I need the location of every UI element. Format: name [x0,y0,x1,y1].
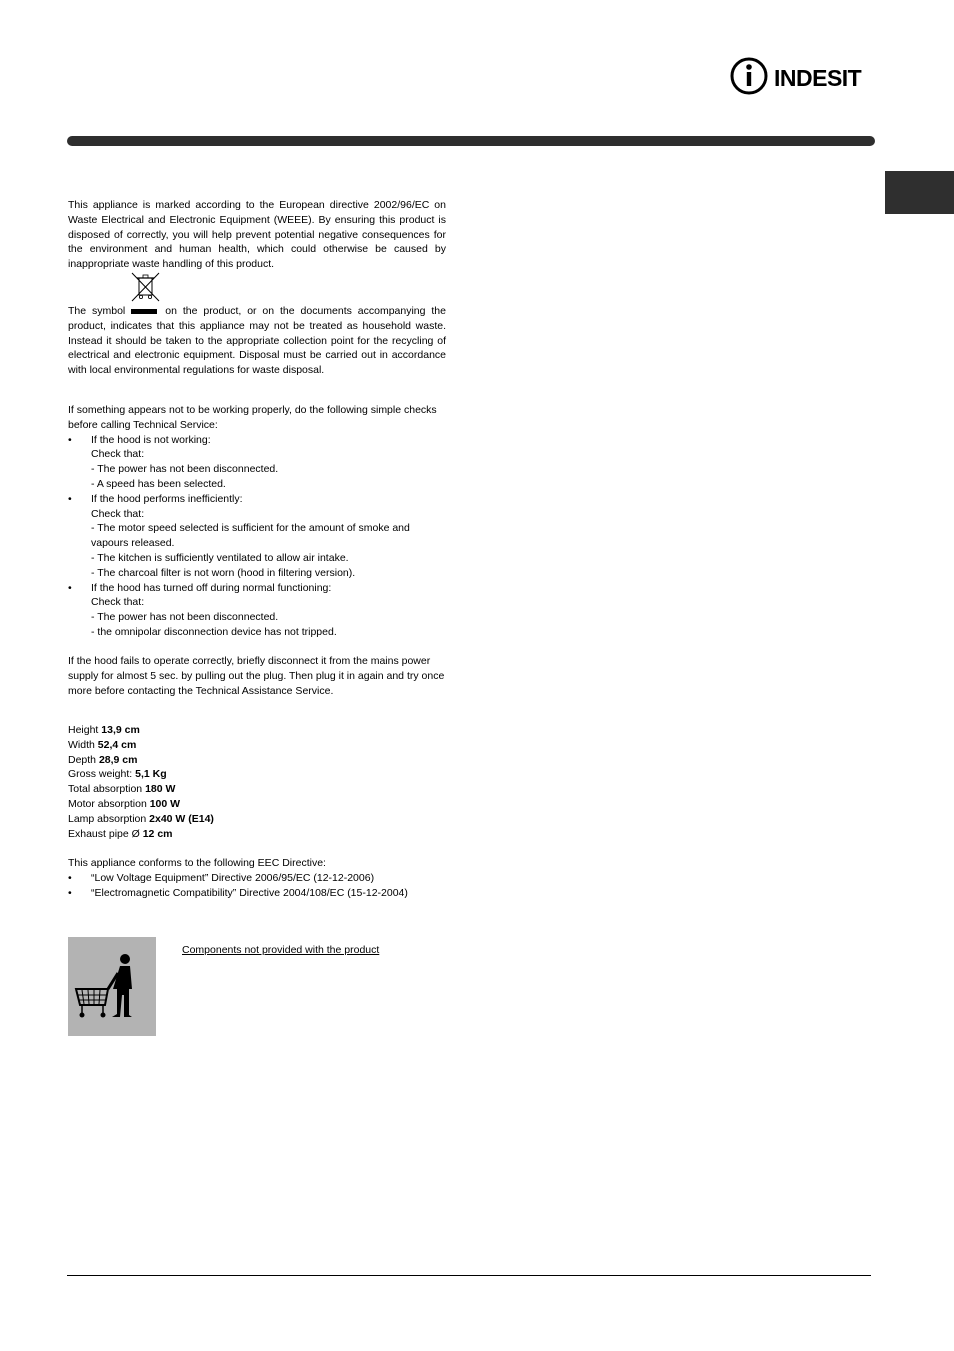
spec-row: Exhaust pipe Ø 12 cm [68,827,173,840]
spec-row: Lamp absorption 2x40 W (E14) [68,812,214,825]
spec-row: Motor absorption 100 W [68,797,181,810]
list-item: • If the hood is not working: Check that: - The power has not been disconnected. - A speed has been selected. [68,433,446,492]
components-label: Components not provided with the product [182,944,380,956]
language-tab [885,171,954,214]
troubleshooting-section [68,403,446,640]
list-item: • If the hood has turned off during normal functioning: Check that: - The power has not been disconnected. - the omnipolar disconnection device has not tripped. [68,581,446,640]
troubleshooting-intro: If something appears not to be working properly, do the following simple checks before calling Technical Service: [68,404,437,431]
reset-paragraph: If the hood fails to operate correctly, briefly disconnect it from the mains power supply for almost 5 sec. by pulling out the plug. Then plug it in again and try once more before contacting the Technical Assistance Service. [68,655,445,697]
directives-intro: This appliance conforms to the following EEC Directive: [68,857,326,869]
directives-section [68,856,446,900]
list-item: • If the hood performs inefficiently: Check that: - The motor speed selected is sufficient for the amount of smoke and vapours released. - The kitchen is sufficiently ventilated to allow air intake. - The charcoal filter is not worn (hood in filtering version). [68,492,446,581]
list-item: • “Low Voltage Equipment” Directive 2006/95/EC (12-12-2006) [68,871,446,886]
crossed-out-bin-icon [130,271,161,303]
weee-symbol-paragraph: The symbol on the product, or on the documents accompanying the product, indicates that this appliance may not be treated as household waste. Instead it should be taken to the appropriate collection point for the recycling of electrical and electronic equipment. Disposal must be carried out in accordance with local environmental regulations for waste disposal. [68,305,446,377]
shopping-cart-person-icon [68,937,156,1036]
spec-row: Width 52,4 cm [68,738,137,751]
spec-row: Gross weight: 5,1 Kg [68,768,167,781]
directives-list [68,871,446,901]
brand-name: INDESIT [774,65,862,91]
brand-logo [730,56,872,96]
weee-text: This appliance is marked according to the European directive 2002/96/EC on Waste Electrical and Electronic Equipment (WEEE). By ensuring this product is disposed of correctly, you will help prevent potential negative consequences for the environment and human health, which could otherwise be caused by inappropriate waste handling of this product. [68,199,446,271]
footer-rule [67,1275,871,1276]
indesit-logo-icon [730,56,872,96]
spec-row: Depth 28,9 cm [68,753,138,766]
troubleshooting-list [68,433,446,640]
weee-paragraph [68,198,446,272]
specifications [68,723,446,841]
spec-row: Total absorption 180 W [68,783,176,796]
weee-bar-symbol [131,309,157,314]
spec-row: Height 13,9 cm [68,724,140,736]
header-bar [67,136,875,146]
list-item: • “Electromagnetic Compatibility” Directive 2004/108/EC (15-12-2004) [68,886,446,901]
